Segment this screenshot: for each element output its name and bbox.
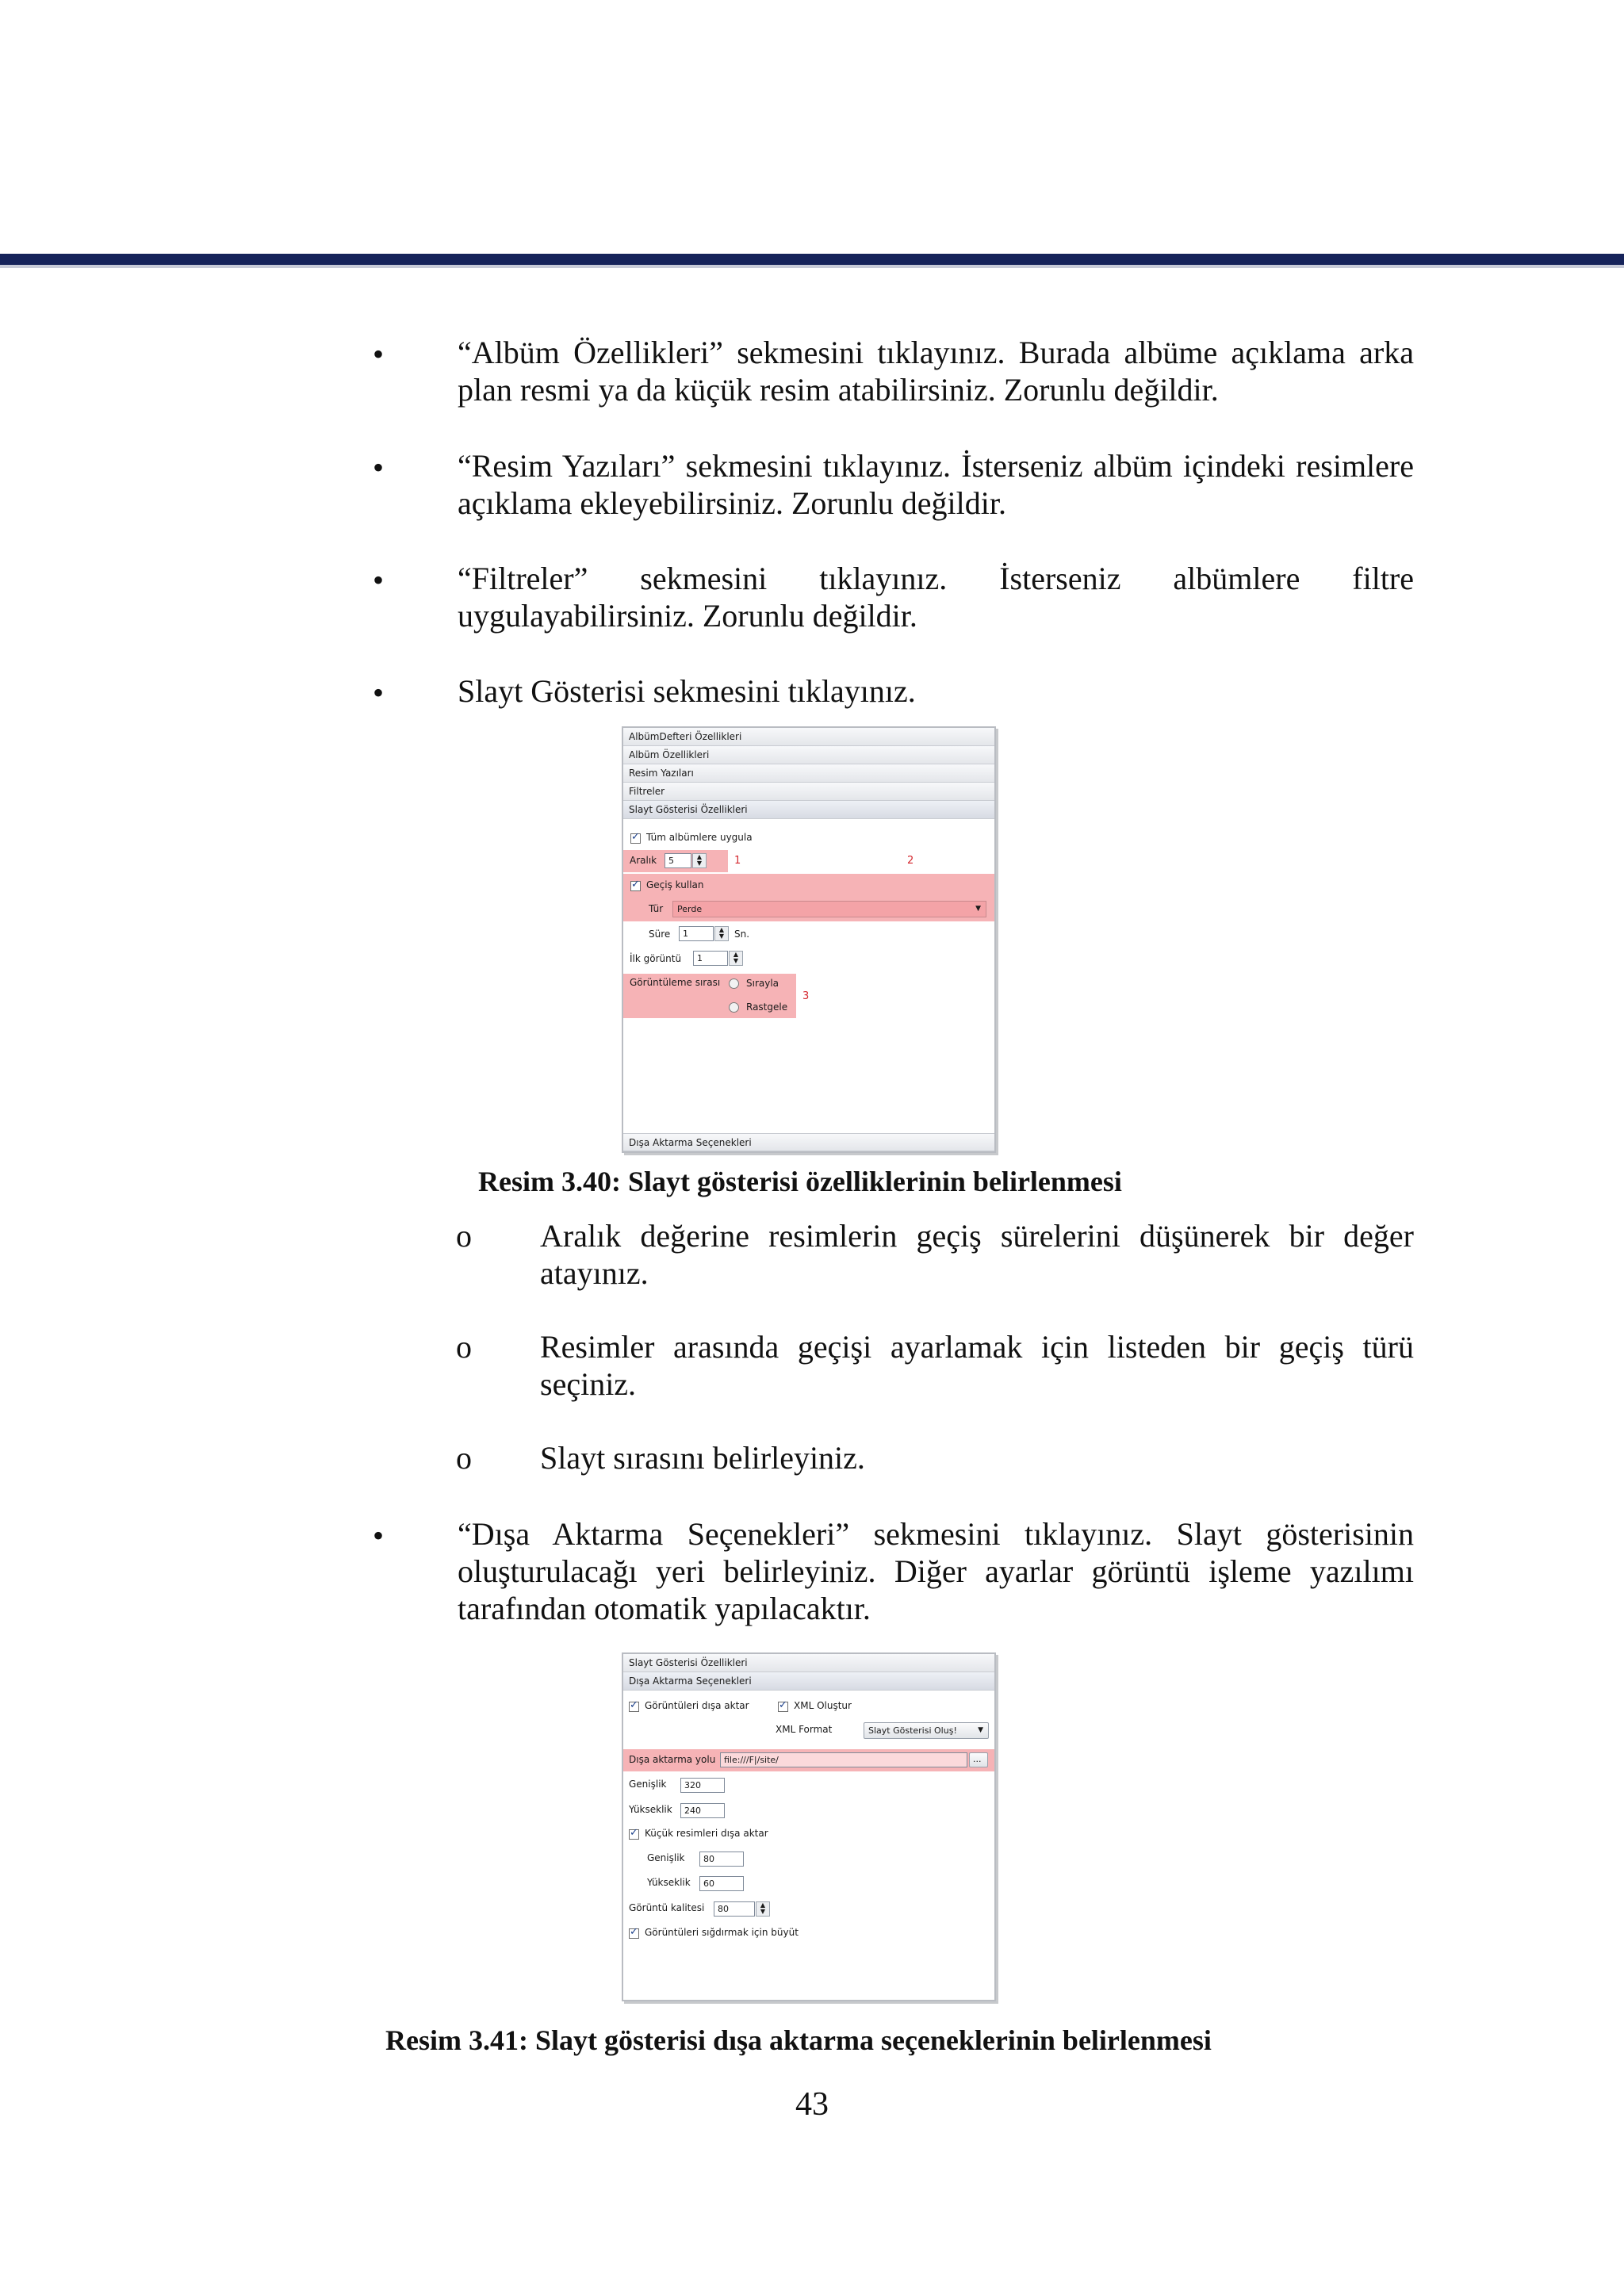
bullet-marker: •	[373, 562, 385, 598]
enlarge-images-checkbox[interactable]	[629, 1928, 639, 1939]
export-path-label: Dışa aktarma yolu	[629, 1754, 716, 1765]
sub-bullet-transition: Resimler arasında geçişi ayarlamak için listeden bir geçiş türü seçiniz.	[540, 1329, 1414, 1402]
bullet-marker: •	[373, 675, 385, 710]
create-xml-label: XML Oluştur	[794, 1700, 852, 1711]
export-path-input[interactable]: file:///F|/site/	[720, 1752, 967, 1767]
first-image-input[interactable]: 1	[693, 951, 728, 966]
bullet-marker: •	[373, 1518, 385, 1553]
quality-input[interactable]: 80	[714, 1901, 755, 1917]
sub-bullet-interval: Aralık değerine resimlerin geçiş sürelerini düşünerek bir değer atayınız.	[540, 1218, 1414, 1291]
width-label: Genişlik	[629, 1779, 667, 1790]
order-random-label: Rastgele	[746, 1001, 788, 1013]
first-image-label: İlk görüntü	[630, 953, 682, 964]
bullet-marker: •	[373, 336, 385, 372]
type-label: Tür	[649, 903, 664, 914]
bullet-slideshow: Slayt Gösterisi sekmesini tıklayınız.	[458, 673, 916, 709]
height-input[interactable]: 240	[680, 1803, 725, 1818]
apply-all-checkbox[interactable]	[630, 833, 641, 844]
xml-format-label: XML Format	[776, 1724, 833, 1735]
sub-bullet-marker: o	[456, 1329, 472, 1365]
thumb-width-input[interactable]: 80	[699, 1852, 744, 1867]
order-sequential-label: Sırayla	[746, 978, 779, 989]
header-rule	[0, 254, 1624, 265]
bullet-album-properties: “Albüm Özellikleri” sekmesini tıklayınız. Burada albüme açıklama arka plan resmi ya da küçük resim atabilirsiniz. Zorunlu değildir.	[458, 335, 1414, 408]
marker-3: 3	[802, 990, 810, 1002]
browse-button[interactable]: ...	[969, 1752, 988, 1767]
width-input[interactable]: 320	[680, 1778, 725, 1793]
use-transition-checkbox[interactable]	[630, 881, 641, 891]
duration-unit: Sn.	[734, 929, 750, 940]
bullet-marker: •	[373, 450, 385, 485]
page-number: 43	[795, 2086, 829, 2123]
transition-type-value: Perde	[677, 904, 703, 914]
export-thumbs-label: Küçük resimleri dışa aktar	[645, 1828, 768, 1839]
sub-bullet-marker: o	[456, 1218, 472, 1254]
order-random-radio[interactable]	[729, 1002, 739, 1013]
tab-export-options[interactable]: Dışa Aktarma Seçenekleri	[623, 1672, 994, 1691]
export-thumbs-checkbox[interactable]	[629, 1829, 639, 1840]
bullet-filters: “Filtreler” sekmesini tıklayınız. İsterseniz albümlere filtre uygulayabilirsiniz. Zorunlu değildir.	[458, 561, 1414, 634]
bullet-captions: “Resim Yazıları” sekmesini tıklayınız. İsterseniz albüm içindeki resimlere açıklama ekleyebilirsiniz. Zorunlu değildir.	[458, 448, 1414, 521]
marker-2: 2	[907, 855, 914, 867]
duration-label: Süre	[649, 929, 671, 940]
display-order-label: Görüntüleme sırası	[630, 977, 721, 988]
tab-slideshow-properties[interactable]: Slayt Gösterisi Özellikleri	[623, 1654, 994, 1672]
chevron-down-icon: ▼	[978, 1726, 983, 1734]
figure-caption-3-40: Resim 3.40: Slayt gösterisi özelliklerinin belirlenmesi	[478, 1166, 1122, 1197]
sub-bullet-order: Slayt sırasını belirleyiniz.	[540, 1440, 865, 1476]
apply-all-label: Tüm albümlere uygula	[646, 832, 753, 843]
tab-slideshow-properties[interactable]: Slayt Gösterisi Özellikleri	[623, 801, 994, 819]
order-sequential-radio[interactable]	[729, 978, 739, 989]
first-image-spinner[interactable]: ▲ ▼	[729, 951, 743, 966]
thumb-height-label: Yükseklik	[647, 1877, 691, 1888]
tab-album-properties[interactable]: Albüm Özellikleri	[623, 746, 994, 764]
bullet-export-options: “Dışa Aktarma Seçenekleri” sekmesini tıklayınız. Slayt gösterisinin oluşturulacağı yeri belirleyiniz. Diğer ayarlar görüntü işleme yazılımı tarafından otomatik yapılacaktır.	[458, 1516, 1414, 1626]
tab-filters[interactable]: Filtreler	[623, 783, 994, 801]
header-rule-shadow	[0, 265, 1624, 268]
tab-albumdefteri-properties[interactable]: AlbümDefteri Özellikleri	[623, 728, 994, 746]
duration-input[interactable]: 1	[679, 926, 714, 941]
interval-input[interactable]: 5	[665, 853, 691, 868]
chevron-down-icon: ▼	[975, 905, 981, 913]
height-label: Yükseklik	[629, 1804, 672, 1815]
use-transition-label: Geçiş kullan	[646, 879, 704, 890]
export-options-screenshot	[622, 1652, 996, 2001]
interval-spinner[interactable]: ▲ ▼	[692, 853, 707, 868]
create-xml-checkbox[interactable]	[778, 1702, 788, 1712]
xml-format-value: Slayt Gösterisi Oluş!	[868, 1725, 957, 1736]
slideshow-settings-screenshot	[622, 726, 996, 1153]
figure-caption-3-41: Resim 3.41: Slayt gösterisi dışa aktarma seçeneklerinin belirlenmesi	[385, 2024, 1212, 2056]
tab-export-options[interactable]: Dışa Aktarma Seçenekleri	[623, 1133, 994, 1151]
interval-label: Aralık	[630, 855, 657, 866]
export-images-label: Görüntüleri dışa aktar	[645, 1700, 749, 1711]
export-images-checkbox[interactable]	[629, 1702, 639, 1712]
enlarge-images-label: Görüntüleri sığdırmak için büyüt	[645, 1927, 799, 1938]
xml-format-select[interactable]	[864, 1722, 989, 1739]
thumb-width-label: Genişlik	[647, 1852, 685, 1863]
transition-type-select[interactable]	[672, 901, 986, 917]
duration-spinner[interactable]: ▲ ▼	[714, 926, 729, 941]
quality-spinner[interactable]: ▲ ▼	[756, 1901, 770, 1917]
tab-image-captions[interactable]: Resim Yazıları	[623, 764, 994, 783]
thumb-height-input[interactable]: 60	[699, 1876, 744, 1891]
quality-label: Görüntü kalitesi	[629, 1902, 705, 1913]
sub-bullet-marker: o	[456, 1440, 472, 1476]
marker-1: 1	[734, 855, 741, 867]
